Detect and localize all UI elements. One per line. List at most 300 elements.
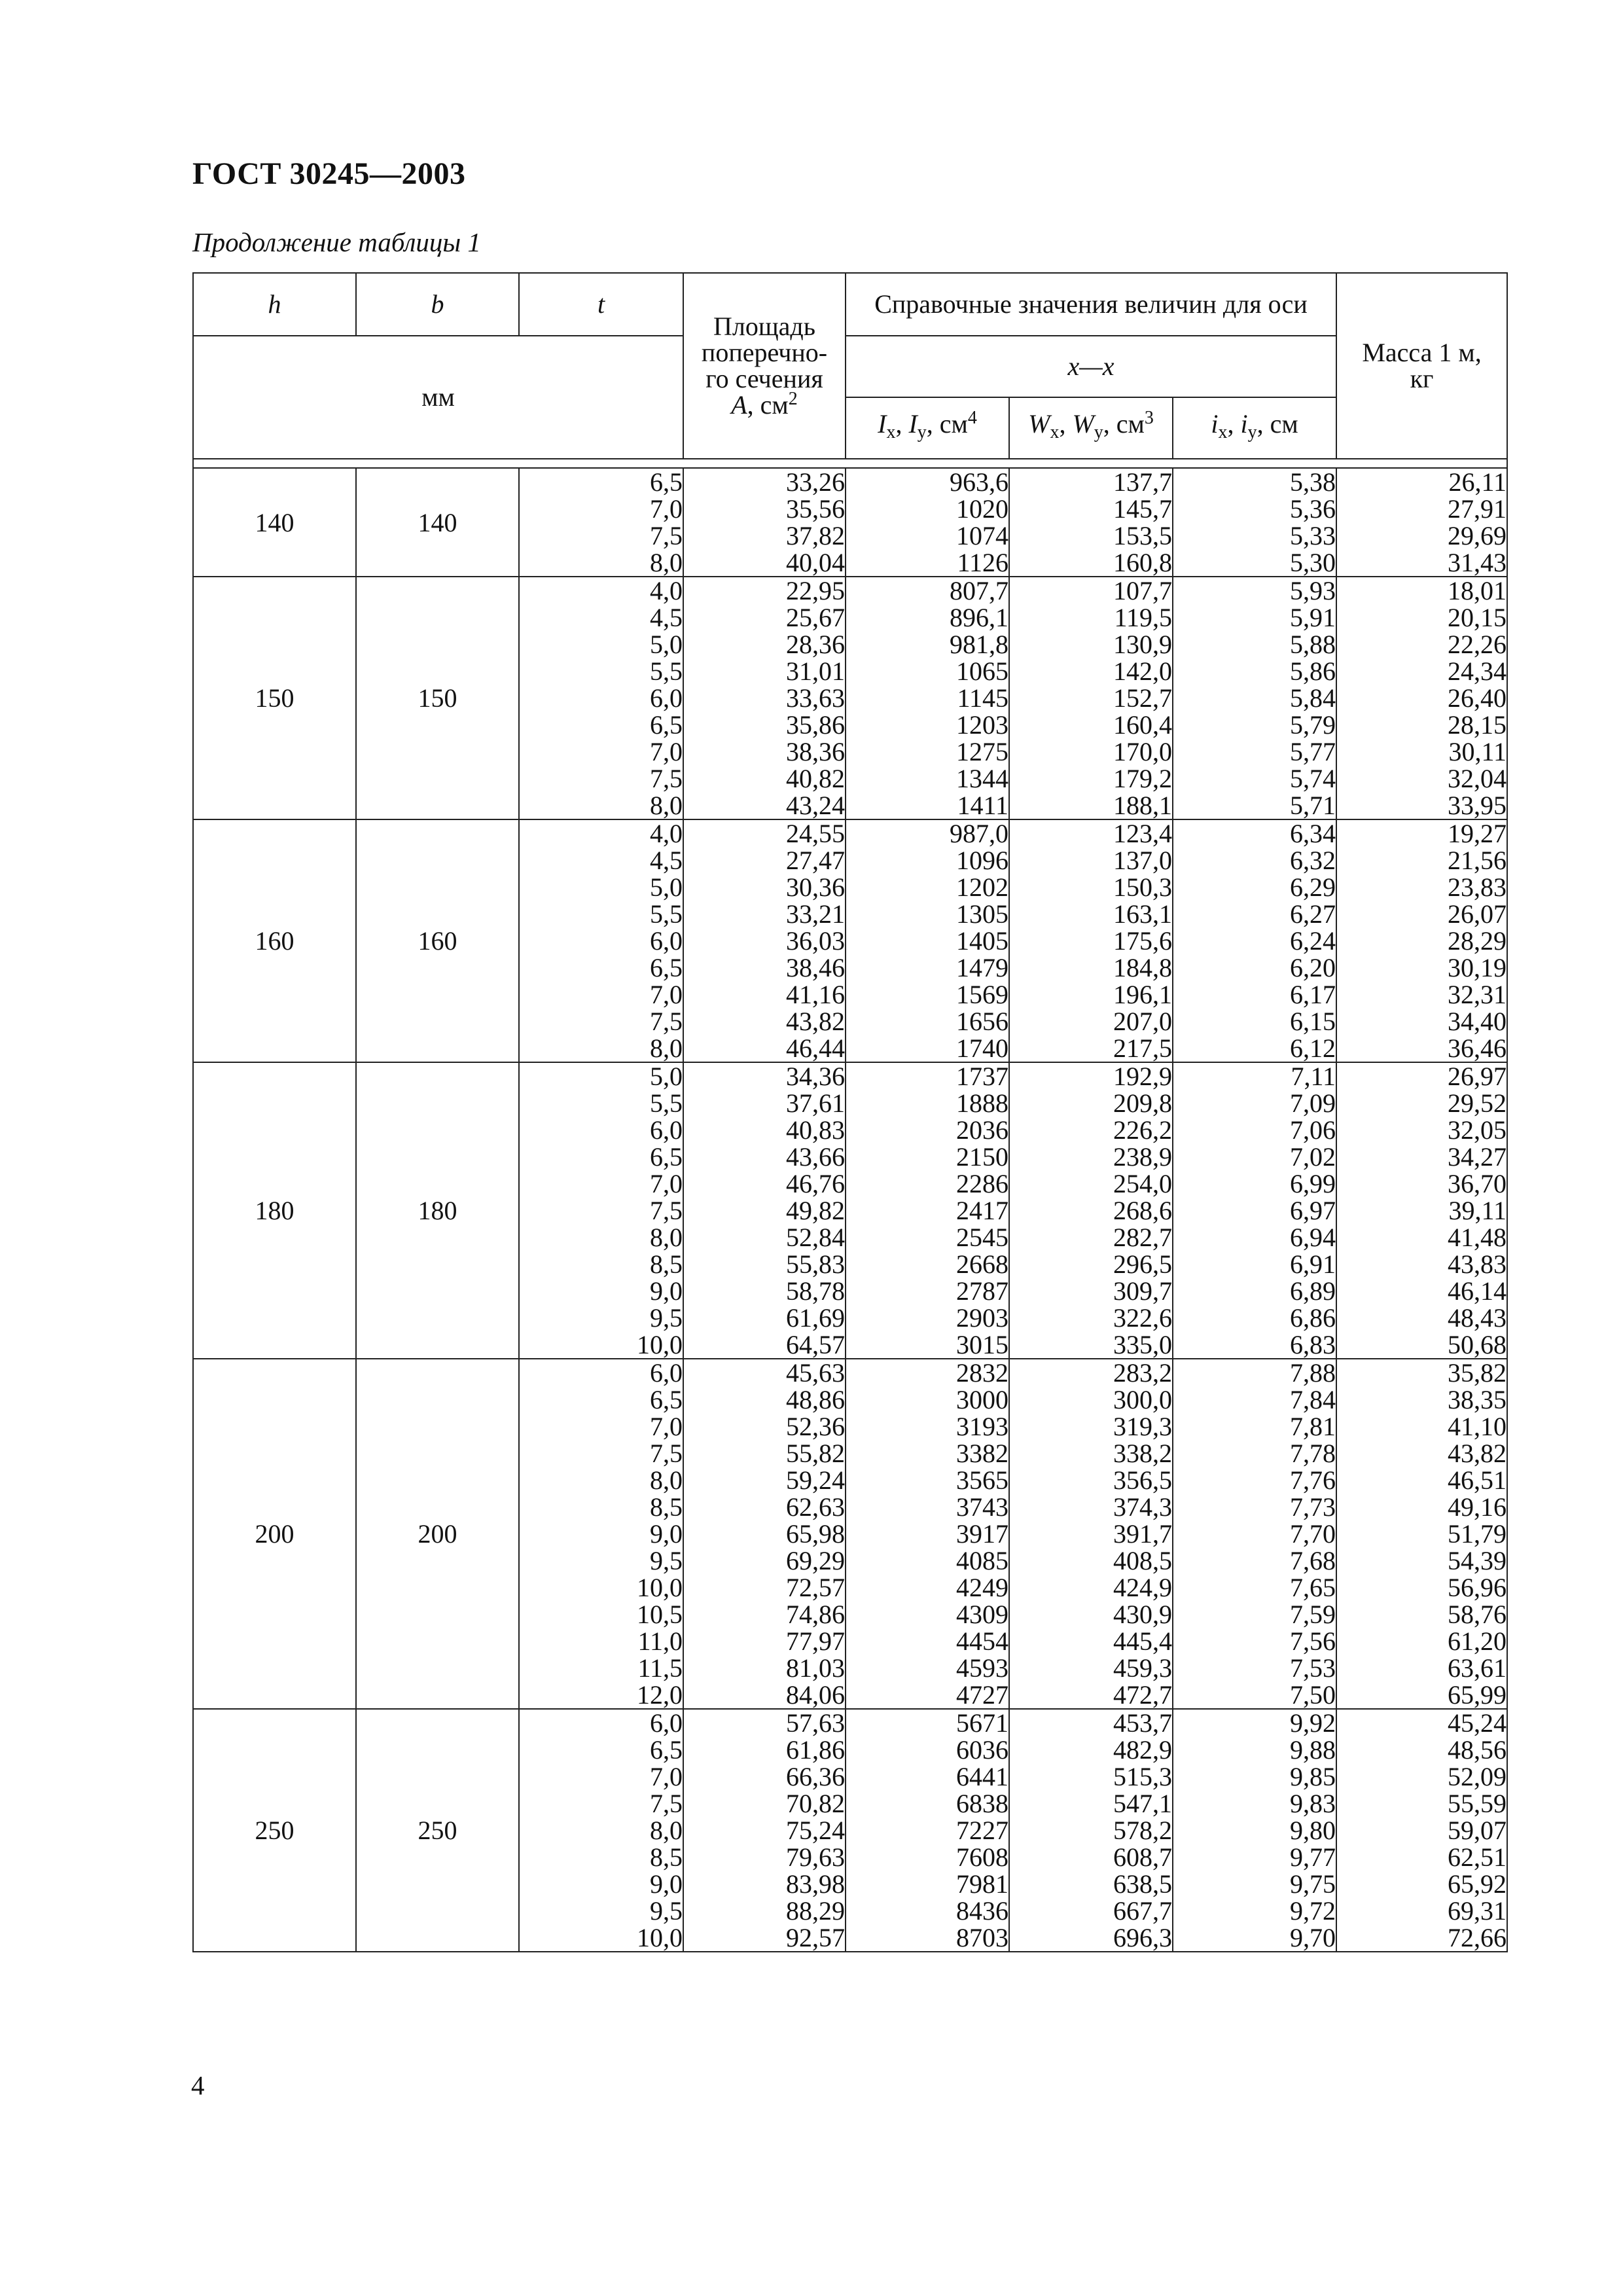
cell-t: 10,0 [637,1923,683,1952]
cell-mass: 28,29 [1448,926,1507,956]
cell-radius: 5,33 [1290,521,1336,550]
cell-t: 8,0 [650,791,683,820]
cell-t: 10,0 [637,1330,683,1359]
cell-modulus: 482,9 [1113,1735,1172,1765]
cell-moment: 1275 [956,737,1008,766]
cell-modulus: 142,0 [1113,656,1172,686]
cell-moment: 1203 [956,710,1008,740]
cell-t: 4,0 [650,819,683,848]
cell-area: 77,97 [786,1626,845,1656]
cell-modulus: 374,3 [1113,1492,1172,1522]
cell-area: 38,36 [786,737,845,766]
cell-area: 88,29 [786,1896,845,1926]
cell-area: 40,04 [786,548,845,577]
cell-radius: 7,84 [1290,1385,1336,1414]
cell-moment: 1405 [956,926,1008,956]
cell-t-column [519,1062,683,1359]
cell-b: 180 [356,1062,519,1359]
cell-moment: 2417 [956,1196,1008,1225]
cell-moment: 2286 [956,1169,1008,1198]
cell-radius: 7,56 [1290,1626,1336,1656]
cell-radius: 9,88 [1290,1735,1336,1765]
cell-modulus: 217,5 [1113,1033,1172,1063]
cell-area-column [683,1062,846,1359]
cell-t: 6,0 [650,1358,683,1388]
cell-modulus: 445,4 [1113,1626,1172,1656]
header-units-mm: мм [193,336,683,459]
cell-moment: 6036 [956,1735,1008,1765]
cell-radius: 6,15 [1290,1007,1336,1036]
cell-t: 10,5 [637,1600,683,1629]
cell-modulus-column [1009,1709,1173,1952]
cell-radius: 5,88 [1290,630,1336,659]
cell-mass: 62,51 [1448,1842,1507,1872]
cell-moment-column [846,819,1009,1062]
cell-mass: 41,10 [1448,1412,1507,1441]
cell-t: 7,5 [650,1789,683,1818]
cell-area: 36,03 [786,926,845,956]
cell-t-column [519,468,683,577]
cell-modulus: 153,5 [1113,521,1172,550]
cell-radius-column [1173,577,1336,819]
cell-area: 33,26 [786,467,845,497]
cell-radius: 6,89 [1290,1276,1336,1306]
cell-t-column [519,577,683,819]
cell-mass: 45,24 [1448,1708,1507,1738]
cell-radius: 6,20 [1290,953,1336,982]
cell-mass-column [1336,1062,1507,1359]
cell-area: 25,67 [786,603,845,632]
cell-modulus: 107,7 [1113,576,1172,605]
cell-t: 5,5 [650,656,683,686]
cell-t: 8,0 [650,548,683,577]
cell-area: 84,06 [786,1680,845,1710]
header-area-line: поперечно- [701,338,828,367]
cell-b: 140 [356,468,519,577]
cell-moment: 4309 [956,1600,1008,1629]
cell-t: 7,0 [650,980,683,1009]
cell-modulus: 137,7 [1113,467,1172,497]
cell-t: 8,0 [650,1816,683,1845]
cell-mass: 65,99 [1448,1680,1507,1710]
table-row-group [193,1062,1507,1359]
cell-modulus: 238,9 [1113,1142,1172,1172]
cell-area: 37,61 [786,1088,845,1118]
cell-t: 8,5 [650,1842,683,1872]
cell-moment: 8436 [956,1896,1008,1926]
cell-area: 92,57 [786,1923,845,1952]
header-section-modulus: $W_x$, $W_y$, $см^3$ [1009,397,1173,459]
cell-mass: 46,14 [1448,1276,1507,1306]
cell-modulus: 638,5 [1113,1869,1172,1899]
cell-t: 7,5 [650,764,683,793]
page-number: 4 [191,2070,205,2100]
header-moment-exp: 4 [967,407,977,428]
cell-mass: 63,61 [1448,1653,1507,1683]
cell-b: 200 [356,1359,519,1709]
cell-moment: 1202 [956,872,1008,902]
header-area-exp: 2 [788,389,798,409]
header-t: t [519,273,683,336]
header-moment-unit: см [939,408,968,439]
cell-t: 6,5 [650,710,683,740]
cell-area: 46,76 [786,1169,845,1198]
cell-mass: 33,95 [1448,791,1507,820]
cell-mass: 18,01 [1448,576,1507,605]
cell-modulus: 175,6 [1113,926,1172,956]
cell-area: 33,63 [786,683,845,713]
cell-modulus: 137,0 [1113,846,1172,875]
cell-radius: 7,09 [1290,1088,1336,1118]
cell-modulus: 296,5 [1113,1249,1172,1279]
cell-moment: 963,6 [950,467,1008,497]
cell-h: 180 [193,1062,356,1359]
cell-mass: 56,96 [1448,1573,1507,1602]
cell-t: 8,5 [650,1249,683,1279]
cell-mass: 46,51 [1448,1465,1507,1495]
cell-moment: 4593 [956,1653,1008,1683]
cell-t: 7,5 [650,1196,683,1225]
header-mass [1336,273,1507,459]
cell-b: 150 [356,577,519,819]
cell-modulus: 335,0 [1113,1330,1172,1359]
cell-modulus: 430,9 [1113,1600,1172,1629]
cell-modulus: 207,0 [1113,1007,1172,1036]
cell-mass-column [1336,819,1507,1062]
cell-radius: 7,53 [1290,1653,1336,1683]
header-area-symbol: A [731,390,747,420]
cell-moment: 1569 [956,980,1008,1009]
cell-area: 43,66 [786,1142,845,1172]
cell-t: 9,0 [650,1276,683,1306]
cell-area-column [683,577,846,819]
cell-moment: 3565 [956,1465,1008,1495]
cell-moment: 6441 [956,1762,1008,1791]
cell-radius: 7,02 [1290,1142,1336,1172]
cell-moment: 1656 [956,1007,1008,1036]
cell-moment: 3917 [956,1519,1008,1549]
cell-t: 6,5 [650,1735,683,1765]
cell-mass: 19,27 [1448,819,1507,848]
cell-area: 62,63 [786,1492,845,1522]
document-title: ГОСТ 30245—2003 [192,156,466,191]
table-continuation-label: Продолжение таблицы 1 [192,227,481,257]
cell-modulus: 300,0 [1113,1385,1172,1414]
cell-radius: 7,68 [1290,1546,1336,1575]
cell-moment: 2787 [956,1276,1008,1306]
cell-radius: 5,77 [1290,737,1336,766]
cell-area: 35,86 [786,710,845,740]
cell-radius-column [1173,468,1336,577]
cell-modulus: 188,1 [1113,791,1172,820]
cell-moment: 4249 [956,1573,1008,1602]
cell-radius: 6,83 [1290,1330,1336,1359]
cell-moment: 896,1 [950,603,1008,632]
cell-mass: 58,76 [1448,1600,1507,1629]
cell-radius: 7,59 [1290,1600,1336,1629]
cell-area: 38,46 [786,953,845,982]
cell-t: 5,0 [650,630,683,659]
cell-radius: 6,86 [1290,1303,1336,1333]
cell-area: 81,03 [786,1653,845,1683]
cell-moment: 1065 [956,656,1008,686]
cell-mass: 69,31 [1448,1896,1507,1926]
table-row-group [193,819,1507,1062]
cell-modulus: 547,1 [1113,1789,1172,1818]
cell-modulus: 226,2 [1113,1115,1172,1145]
cell-modulus: 268,6 [1113,1196,1172,1225]
cell-mass: 61,20 [1448,1626,1507,1656]
cell-area: 40,83 [786,1115,845,1145]
cell-moment: 1411 [957,791,1008,820]
data-table [192,272,1508,1952]
cell-t: 6,5 [650,1385,683,1414]
cell-mass: 72,66 [1448,1923,1507,1952]
cell-radius: 7,88 [1290,1358,1336,1388]
cell-area: 61,69 [786,1303,845,1333]
cell-moment: 1305 [956,899,1008,929]
cell-modulus: 283,2 [1113,1358,1172,1388]
cell-radius: 5,71 [1290,791,1336,820]
cell-t: 7,0 [650,494,683,524]
cell-mass: 35,82 [1448,1358,1507,1388]
cell-t: 7,0 [650,1412,683,1441]
cell-mass: 30,19 [1448,953,1507,982]
cell-mass: 22,26 [1448,630,1507,659]
cell-t-column [519,1359,683,1709]
cell-radius-column [1173,1709,1336,1952]
cell-area: 74,86 [786,1600,845,1629]
cell-radius: 5,36 [1290,494,1336,524]
cell-radius: 5,84 [1290,683,1336,713]
cell-modulus: 119,5 [1114,603,1172,632]
cell-area: 24,55 [786,819,845,848]
cell-mass: 65,92 [1448,1869,1507,1899]
cell-radius: 9,70 [1290,1923,1336,1952]
cell-moment: 987,0 [950,819,1008,848]
cell-modulus: 209,8 [1113,1088,1172,1118]
cell-area: 28,36 [786,630,845,659]
cell-radius: 6,94 [1290,1223,1336,1252]
cell-area: 55,82 [786,1439,845,1468]
cell-t: 8,0 [650,1465,683,1495]
cell-moment: 6838 [956,1789,1008,1818]
cell-t: 8,5 [650,1492,683,1522]
header-area-line: го сечения [705,364,823,393]
cell-modulus: 356,5 [1113,1465,1172,1495]
cell-t: 12,0 [637,1680,683,1710]
cell-modulus: 254,0 [1113,1169,1172,1198]
cell-t: 6,0 [650,1708,683,1738]
cell-t: 10,0 [637,1573,683,1602]
cell-h: 250 [193,1709,356,1952]
header-radius-of-gyration: $i_x$, $i_y$, см [1173,397,1336,459]
cell-t: 4,0 [650,576,683,605]
cell-modulus: 130,9 [1113,630,1172,659]
cell-radius: 9,92 [1290,1708,1336,1738]
cell-moment: 981,8 [950,630,1008,659]
header-mass-line: кг [1410,364,1434,393]
cell-moment: 2545 [956,1223,1008,1252]
cell-radius-column [1173,1062,1336,1359]
cell-mass-column [1336,577,1507,819]
cell-modulus: 667,7 [1113,1896,1172,1926]
cell-moment: 1074 [956,521,1008,550]
cell-area: 61,86 [786,1735,845,1765]
cell-area: 49,82 [786,1196,845,1225]
cell-radius: 9,85 [1290,1762,1336,1791]
table-row-group [193,1359,1507,1709]
header-modulus-exp: 3 [1144,407,1154,428]
header-modulus-unit: см [1116,408,1145,439]
cell-t: 11,0 [637,1626,683,1656]
cell-b: 160 [356,819,519,1062]
cell-moment: 4727 [956,1680,1008,1710]
cell-t: 5,5 [650,899,683,929]
cell-radius: 7,50 [1290,1680,1336,1710]
cell-moment: 8703 [956,1923,1008,1952]
cell-moment-column [846,1359,1009,1709]
cell-radius: 5,79 [1290,710,1336,740]
cell-mass: 21,56 [1448,846,1507,875]
cell-moment: 3000 [956,1385,1008,1414]
cell-mass: 39,11 [1448,1196,1507,1225]
cell-area: 43,82 [786,1007,845,1036]
cell-radius-column [1173,1359,1336,1709]
cell-area: 46,44 [786,1033,845,1063]
cell-mass: 24,34 [1448,656,1507,686]
cell-t: 7,0 [650,1762,683,1791]
table-row-group [193,1709,1507,1952]
cell-mass: 36,70 [1448,1169,1507,1198]
cell-modulus: 391,7 [1113,1519,1172,1549]
cell-radius: 9,83 [1290,1789,1336,1818]
cell-area: 83,98 [786,1869,845,1899]
cell-moment: 4085 [956,1546,1008,1575]
cell-area: 37,82 [786,521,845,550]
cell-modulus: 338,2 [1113,1439,1172,1468]
cell-modulus: 578,2 [1113,1816,1172,1845]
cell-mass: 43,82 [1448,1439,1507,1468]
cell-moment-column [846,1709,1009,1952]
cell-t: 5,0 [650,1062,683,1091]
cell-moment: 1344 [956,764,1008,793]
cell-mass: 32,04 [1448,764,1507,793]
cell-area-column [683,1709,846,1952]
cell-t: 5,5 [650,1088,683,1118]
cell-radius: 5,74 [1290,764,1336,793]
cell-mass: 29,69 [1448,521,1507,550]
cell-t: 7,5 [650,521,683,550]
header-moment-of-inertia: $I_x$, $I_y$, $см^4$ [846,397,1009,459]
cell-radius: 6,27 [1290,899,1336,929]
cell-moment: 1145 [957,683,1008,713]
cell-moment: 1096 [956,846,1008,875]
cell-mass: 34,27 [1448,1142,1507,1172]
cell-radius: 5,30 [1290,548,1336,577]
cell-radius: 6,34 [1290,819,1336,848]
cell-mass: 34,40 [1448,1007,1507,1036]
cell-mass: 26,07 [1448,899,1507,929]
cell-mass: 28,15 [1448,710,1507,740]
cell-h: 140 [193,468,356,577]
cell-moment: 2903 [956,1303,1008,1333]
cell-t: 4,5 [650,846,683,875]
cell-modulus: 424,9 [1113,1573,1172,1602]
cell-area: 52,36 [786,1412,845,1441]
cell-t: 9,0 [650,1519,683,1549]
cell-moment-column [846,468,1009,577]
cell-moment: 3015 [956,1330,1008,1359]
cell-moment: 3743 [956,1492,1008,1522]
cell-mass: 23,83 [1448,872,1507,902]
cell-moment-column [846,1062,1009,1359]
cell-moment: 1740 [956,1033,1008,1063]
cell-radius: 7,06 [1290,1115,1336,1145]
header-area: Площадь поперечно- го сечения A, $см^2$ [683,273,846,459]
cell-moment: 2832 [956,1358,1008,1388]
cell-modulus: 196,1 [1113,980,1172,1009]
header-h: h [193,273,356,336]
cell-modulus: 160,4 [1113,710,1172,740]
cell-area: 58,78 [786,1276,845,1306]
cell-area: 64,57 [786,1330,845,1359]
cell-modulus: 408,5 [1113,1546,1172,1575]
cell-mass: 55,59 [1448,1789,1507,1818]
cell-moment: 7608 [956,1842,1008,1872]
cell-area: 22,95 [786,576,845,605]
cell-t: 7,5 [650,1439,683,1468]
header-area-line: Площадь [713,312,815,341]
cell-t: 6,5 [650,953,683,982]
cell-modulus: 170,0 [1113,737,1172,766]
cell-area: 40,82 [786,764,845,793]
cell-modulus: 163,1 [1113,899,1172,929]
cell-area: 72,57 [786,1573,845,1602]
cell-modulus-column [1009,1062,1173,1359]
header-reference-values: Справочные значения величин для оси [846,273,1336,336]
cell-area: 33,21 [786,899,845,929]
cell-mass-column [1336,1709,1507,1952]
cell-moment: 7227 [956,1816,1008,1845]
cell-t: 4,5 [650,603,683,632]
cell-t: 8,0 [650,1223,683,1252]
cell-modulus: 319,3 [1113,1412,1172,1441]
cell-moment: 2036 [956,1115,1008,1145]
cell-moment-column [846,577,1009,819]
cell-mass: 51,79 [1448,1519,1507,1549]
cell-moment: 7981 [956,1869,1008,1899]
cell-radius: 7,11 [1291,1062,1336,1091]
cell-modulus: 322,6 [1113,1303,1172,1333]
cell-radius: 5,86 [1290,656,1336,686]
cell-t-column [519,1709,683,1952]
cell-mass: 26,11 [1448,467,1507,497]
cell-modulus: 459,3 [1113,1653,1172,1683]
cell-area: 57,63 [786,1708,845,1738]
cell-area: 45,63 [786,1358,845,1388]
cell-modulus: 515,3 [1113,1762,1172,1791]
cell-area: 55,83 [786,1249,845,1279]
cell-radius: 9,75 [1290,1869,1336,1899]
cell-t: 9,5 [650,1546,683,1575]
cell-modulus: 282,7 [1113,1223,1172,1252]
cell-modulus: 472,7 [1113,1680,1172,1710]
cell-modulus-column [1009,1359,1173,1709]
cell-t: 6,0 [650,1115,683,1145]
cell-area: 35,56 [786,494,845,524]
cell-area: 69,29 [786,1546,845,1575]
